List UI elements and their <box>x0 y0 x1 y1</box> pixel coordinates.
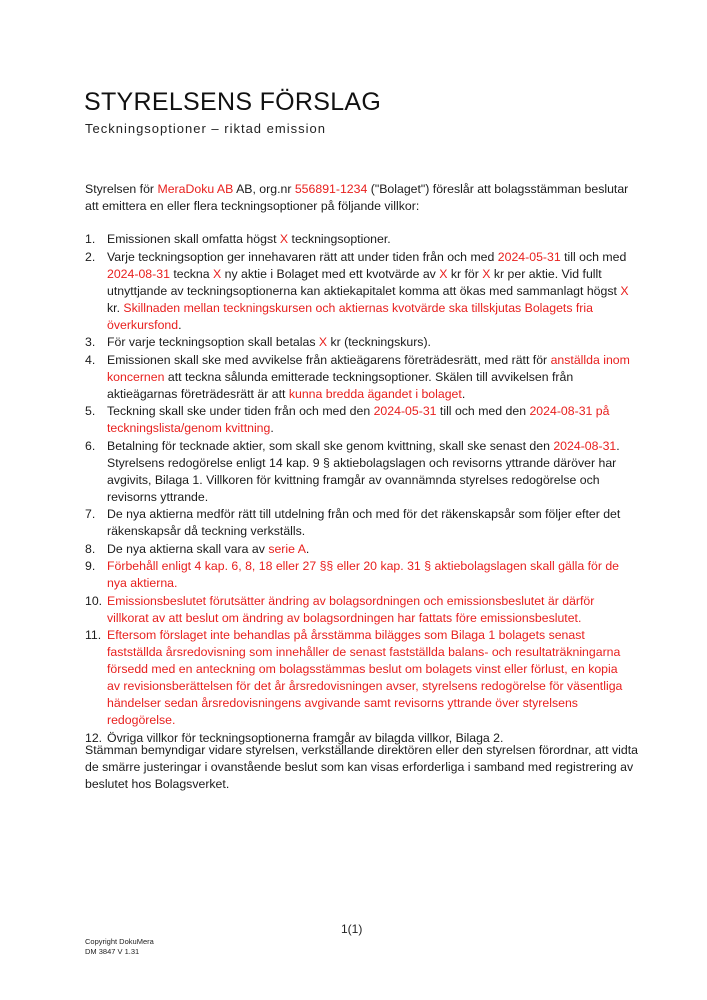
clause-item <box>85 249 630 334</box>
text-run: För varje teckningsoption skall betalas <box>107 335 319 349</box>
footer-version: DM 3847 V 1.31 <box>85 947 140 956</box>
clause-item <box>85 231 630 248</box>
placeholder-value: X <box>318 335 328 349</box>
placeholder-value: 2024-08-31 på teckningslista/genom kvittning <box>107 404 610 435</box>
clause-item <box>85 352 630 403</box>
text-run: teckna <box>169 266 213 281</box>
placeholder-value: 2024-05-31 <box>497 249 561 264</box>
placeholder-value: kunna bredda ägandet i bolaget <box>288 386 462 401</box>
text-run: Emissionen skall ske med avvikelse från aktieägarens företrädesrätt, med rätt för <box>107 352 551 367</box>
text-run: De nya aktierna skall vara av <box>107 541 269 556</box>
text-run: Teckning skall ske under tiden från och med den <box>107 404 374 418</box>
intro-paragraph <box>85 181 630 215</box>
clause-item <box>85 334 630 351</box>
clause-item <box>85 541 630 558</box>
clause-item <box>85 438 630 506</box>
document-subtitle: Teckningsoptioner – riktad emission <box>85 121 326 136</box>
text-run: att teckna sålunda emitterade teckningsoptioner. Skälen till avvikelsen från aktieägarnas företrädesrätt är att <box>107 369 574 401</box>
document-title: STYRELSENS FÖRSLAG <box>84 88 382 116</box>
placeholder-value: anställda inom koncernen <box>107 352 630 384</box>
clause-number: 3. <box>85 335 96 349</box>
clause-number: 5. <box>85 404 96 418</box>
text-run: Emissionen skall omfatta högst <box>107 232 280 246</box>
page-number: 1(1) <box>341 922 363 936</box>
text-run: . <box>178 317 182 332</box>
text-run: kr (teckningskurs). <box>327 335 431 349</box>
placeholder-value: Emissionsbeslutet förutsätter ändring av bolagsordningen och emissionsbeslutet är därför villkorat av att beslut om ändring av bolagsordningen har fattats före emissionsbeslutet. <box>107 593 595 625</box>
placeholder-value: Skillnaden mellan teckningskursen och aktiernas kvotvärde ska tillskjutas Bolagets fria överkursfond <box>107 300 593 332</box>
clause-item <box>85 403 630 437</box>
placeholder-value: MeraDoku AB <box>157 182 234 196</box>
text-run: Övriga villkor för teckningsoptionerna framgår av bilagda villkor, Bilaga 2. <box>107 730 504 745</box>
placeholder-value: 2024-08-31 <box>107 266 170 281</box>
text-run: . <box>270 421 274 435</box>
clause-number: 10. <box>85 593 103 608</box>
clause-list <box>85 231 630 747</box>
placeholder-value: Förbehåll enligt 4 kap. 6, 8, 18 eller 27 §§ eller 20 kap. 31 § aktiebolagslagen skall gälla för de nya aktierna. <box>107 559 620 590</box>
clause-number: 1. <box>85 232 96 246</box>
text-run: De nya aktierna medför rätt till utdelning från och med för det räkenskapsår som följer efter det räkenskapsår då teckning verkställs. <box>107 507 621 538</box>
text-run: till och med <box>560 249 627 264</box>
text-run: . Styrelsens redogörelse enligt 14 kap. 9 § aktiebolagslagen och revisorns yttrande däröver har avgivits, Bilaga 1. Villkoren för kvittning framgår av ovannämnda styrelses redogörelse och revisorns yttrande. <box>107 438 620 504</box>
clause-number: 4. <box>85 352 96 367</box>
text-run: . <box>461 386 466 401</box>
text-run: . <box>305 541 310 556</box>
clause-number: 9. <box>85 559 96 573</box>
text-run: ("Bolaget") föreslår att bolagsstämman beslutar att emittera en eller flera teckningsoptioner på följande villkor: <box>85 182 629 213</box>
clause-number: 2. <box>85 249 96 264</box>
text-run: Styrelsen för <box>85 182 158 196</box>
clause-number: 12. <box>85 730 103 745</box>
footer <box>85 937 154 957</box>
clause-item <box>85 558 630 592</box>
text-run: ny aktie i Bolaget med ett kvotvärde av <box>221 266 440 281</box>
placeholder-value: 556891-1234 <box>294 182 368 196</box>
placeholder-value: Eftersom förslaget inte behandlas på årsstämma bilägges som Bilaga 1 bolagets senast fastställda årsredovisning som innehåller de senast fastställda balans- och resultaträkningarna försedd med en anteckning om bolagsstämmas beslut om bolagets vinst eller förlust, en kopia av revisionsberättelsen för det år årsredovisningen avser, styrelsens redogörelse för väsentliga händelser sedan årsredovisningens avgivande samt revisorns yttrande över styrelsens redogörelse. <box>107 628 623 727</box>
text-run: AB, org.nr <box>233 182 295 196</box>
clause-item <box>85 506 630 540</box>
text-run: till och med den <box>436 404 530 418</box>
placeholder-value: serie A <box>268 541 306 556</box>
text-run: Varje teckningsoption ger innehavaren rätt att under tiden från och med <box>107 249 498 264</box>
clause-number: 11. <box>85 628 102 642</box>
text-run: kr. <box>107 300 124 315</box>
placeholder-value: 2024-08-31 <box>553 438 617 453</box>
placeholder-value: X <box>439 266 448 281</box>
placeholder-value: X <box>482 266 491 281</box>
placeholder-value: X <box>620 283 629 298</box>
clause-item <box>85 627 630 729</box>
clause-number: 8. <box>85 541 96 556</box>
clause-number: 6. <box>85 438 96 453</box>
text-run: Betalning för tecknade aktier, som skall ske genom kvittning, skall ske senast den <box>107 438 554 453</box>
authorization-paragraph: Stämman bemyndigar vidare styrelsen, verkställande direktören eller den styrelsen förordnar, att vidta de smärre justeringar i ovanstående beslut som kan visas erforderliga i samband med registrering av beslutet hos Bolagsverket. <box>85 743 638 791</box>
text-run: teckningsoptioner. <box>288 232 391 246</box>
footer-copyright: Copyright DokuMera <box>85 937 154 946</box>
text-run: kr för <box>447 266 483 281</box>
placeholder-value: X <box>212 266 222 281</box>
clause-item <box>85 593 630 627</box>
placeholder-value: 2024-05-31 <box>373 404 437 418</box>
clause-number: 7. <box>85 507 96 521</box>
placeholder-value: X <box>279 232 289 246</box>
text-run: kr per aktie. Vid fullt utnyttjande av teckningsoptionerna kan aktiekapitalet komma att ökas med sammanlagt högst <box>107 266 621 298</box>
